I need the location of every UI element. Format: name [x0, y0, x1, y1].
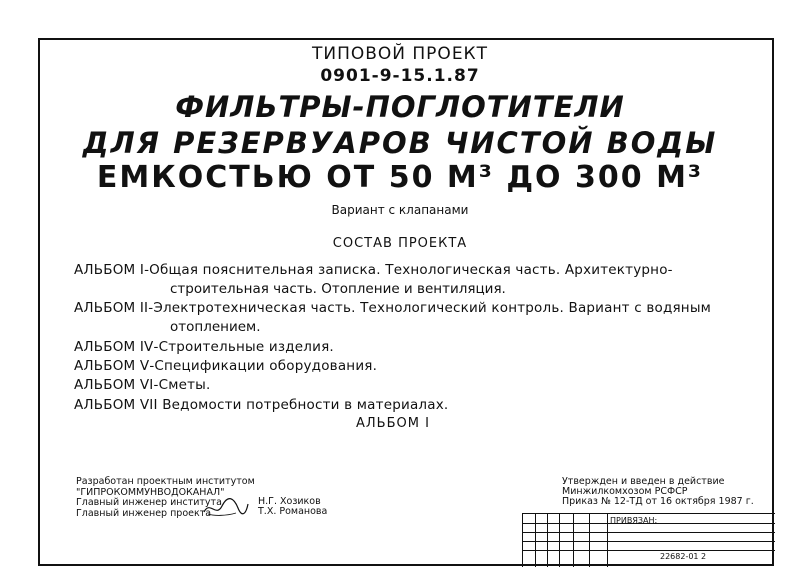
composition-heading: СОСТАВ ПРОЕКТА: [332, 236, 468, 251]
album-7-line-1: Ведомости потребности в материалах.: [162, 397, 449, 413]
person-name-2: Т.Х. Романова: [258, 506, 328, 517]
album-6-line-1: -Сметы.: [153, 377, 211, 393]
album-6: [74, 377, 211, 393]
album-7: [74, 397, 448, 413]
sheet-code: 22682-01 2: [660, 552, 707, 561]
signature-icon: [200, 494, 250, 520]
developer-line-2: "ГИПРОКОММУНВОДОКАНАЛ": [76, 487, 225, 498]
album-1-name: АЛЬБОМ I: [74, 262, 145, 278]
album-4: [74, 339, 334, 355]
album-5-name: АЛЬБОМ V: [74, 358, 150, 374]
privyazan-label: ПРИВЯЗАН:: [610, 516, 658, 525]
album-4-name: АЛЬБОМ IV: [74, 339, 154, 355]
title-line-3: ЕМКОСТЬЮ ОТ 50 М³ ДО 300 М³: [96, 160, 704, 195]
album-2-line-1: -Электротехническая часть. Технологический контроль. Вариант с водяным: [148, 300, 712, 316]
album-1-line-1: -Общая пояснительная записка. Технологическая часть. Архитектурно-: [144, 262, 673, 278]
album-7-name: АЛЬБОМ VII: [74, 397, 158, 413]
album-2: [74, 300, 711, 316]
album-2-line-2: отоплением.: [170, 319, 261, 335]
developer-line-3: Главный инженер института: [76, 497, 222, 508]
title-line-1: ФИЛЬТРЫ-ПОГЛОТИТЕЛИ: [175, 90, 625, 124]
project-code: 0901-9-15.1.87: [320, 66, 480, 86]
variant-label: Вариант с клапанами: [331, 203, 469, 217]
title-line-2: ДЛЯ РЕЗЕРВУАРОВ ЧИСТОЙ ВОДЫ: [82, 126, 718, 160]
approval-line-1: Утвержден и введен в действие: [562, 476, 725, 487]
person-name-1: Н.Г. Хозиков: [258, 496, 321, 507]
album-5: [74, 358, 377, 374]
developer-line-4: Главный инженер проекта: [76, 508, 212, 519]
current-album: АЛЬБОМ I: [356, 416, 430, 431]
album-1-line-2: строительная часть. Отопление и вентиляция.: [170, 281, 506, 297]
album-2-name: АЛЬБОМ II: [74, 300, 149, 316]
album-4-line-1: -Строительные изделия.: [153, 339, 334, 355]
developer-line-1: Разработан проектным институтом: [76, 476, 255, 487]
album-5-line-1: -Спецификации оборудования.: [149, 358, 378, 374]
album-6-name: АЛЬБОМ VI: [74, 377, 154, 393]
approval-line-3: Приказ № 12-ТД от 16 октября 1987 г.: [562, 496, 754, 507]
approval-line-2: Минжилкомхозом РСФСР: [562, 486, 688, 497]
album-1: [74, 262, 673, 278]
project-label: ТИПОВОЙ ПРОЕКТ: [311, 44, 489, 64]
